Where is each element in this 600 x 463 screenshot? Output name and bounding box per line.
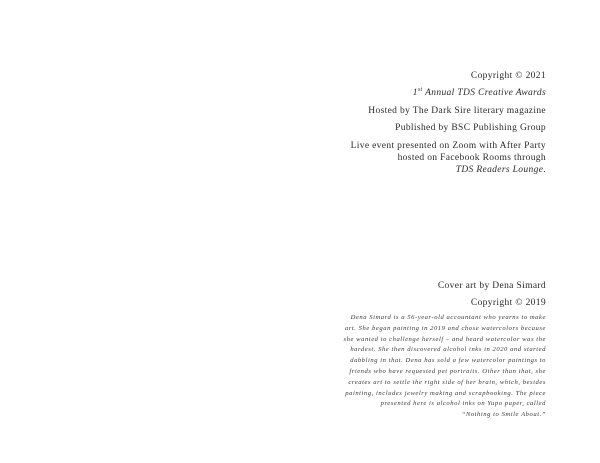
bio-line: presented here is alcohol inks on Yupo paper, called — [380, 400, 546, 408]
live-event-block — [351, 140, 546, 176]
awards-ordinal-suffix: st — [417, 86, 423, 93]
live-event-line-1: Live event presented on Zoom with After Party — [350, 141, 546, 151]
artist-bio — [344, 313, 546, 421]
copyright-2019: Copyright © 2019 — [470, 298, 546, 308]
live-event-line-3 — [351, 164, 546, 176]
bio-line: she wanted to challenge herself – and heard watercolor was the — [343, 335, 546, 343]
hosted-by: Hosted by The Dark Sire literary magazine — [368, 106, 546, 116]
cover-art-credit: Cover art by Dena Simard — [437, 281, 546, 291]
bio-line: hardest. She then discovered alcohol inks in 2020 and started — [350, 346, 546, 354]
awards-title — [413, 87, 546, 99]
copyright-2021: Copyright © 2021 — [470, 71, 546, 81]
awards-ordinal: 1 — [412, 88, 418, 98]
bio-line: Dena Simard is a 56-year-old accountant who yearns to make — [350, 314, 546, 321]
bio-line: art. She began painting in 2019 and chose watercolors because — [344, 324, 546, 332]
bio-line: creates art to settle the right side of her brain, which, besides — [348, 378, 546, 386]
bio-line: “Nothing to Smile About.” — [461, 411, 546, 419]
published-by: Published by BSC Publishing Group — [395, 123, 546, 133]
bio-line: painting, includes jewelry making and scrapbooking. The piece — [345, 389, 546, 397]
live-event-line-2: hosted on Facebook Rooms through — [397, 153, 546, 163]
bio-line: dabbling in that. Dena has sold a few watercolor paintings to — [350, 357, 546, 365]
live-event-period: . — [543, 165, 546, 175]
bio-line: friends who have requested pet portraits. Other than that, she — [349, 367, 546, 375]
awards-name: Annual TDS Creative Awards — [422, 88, 546, 98]
readers-lounge: TDS Readers Lounge — [455, 165, 544, 175]
